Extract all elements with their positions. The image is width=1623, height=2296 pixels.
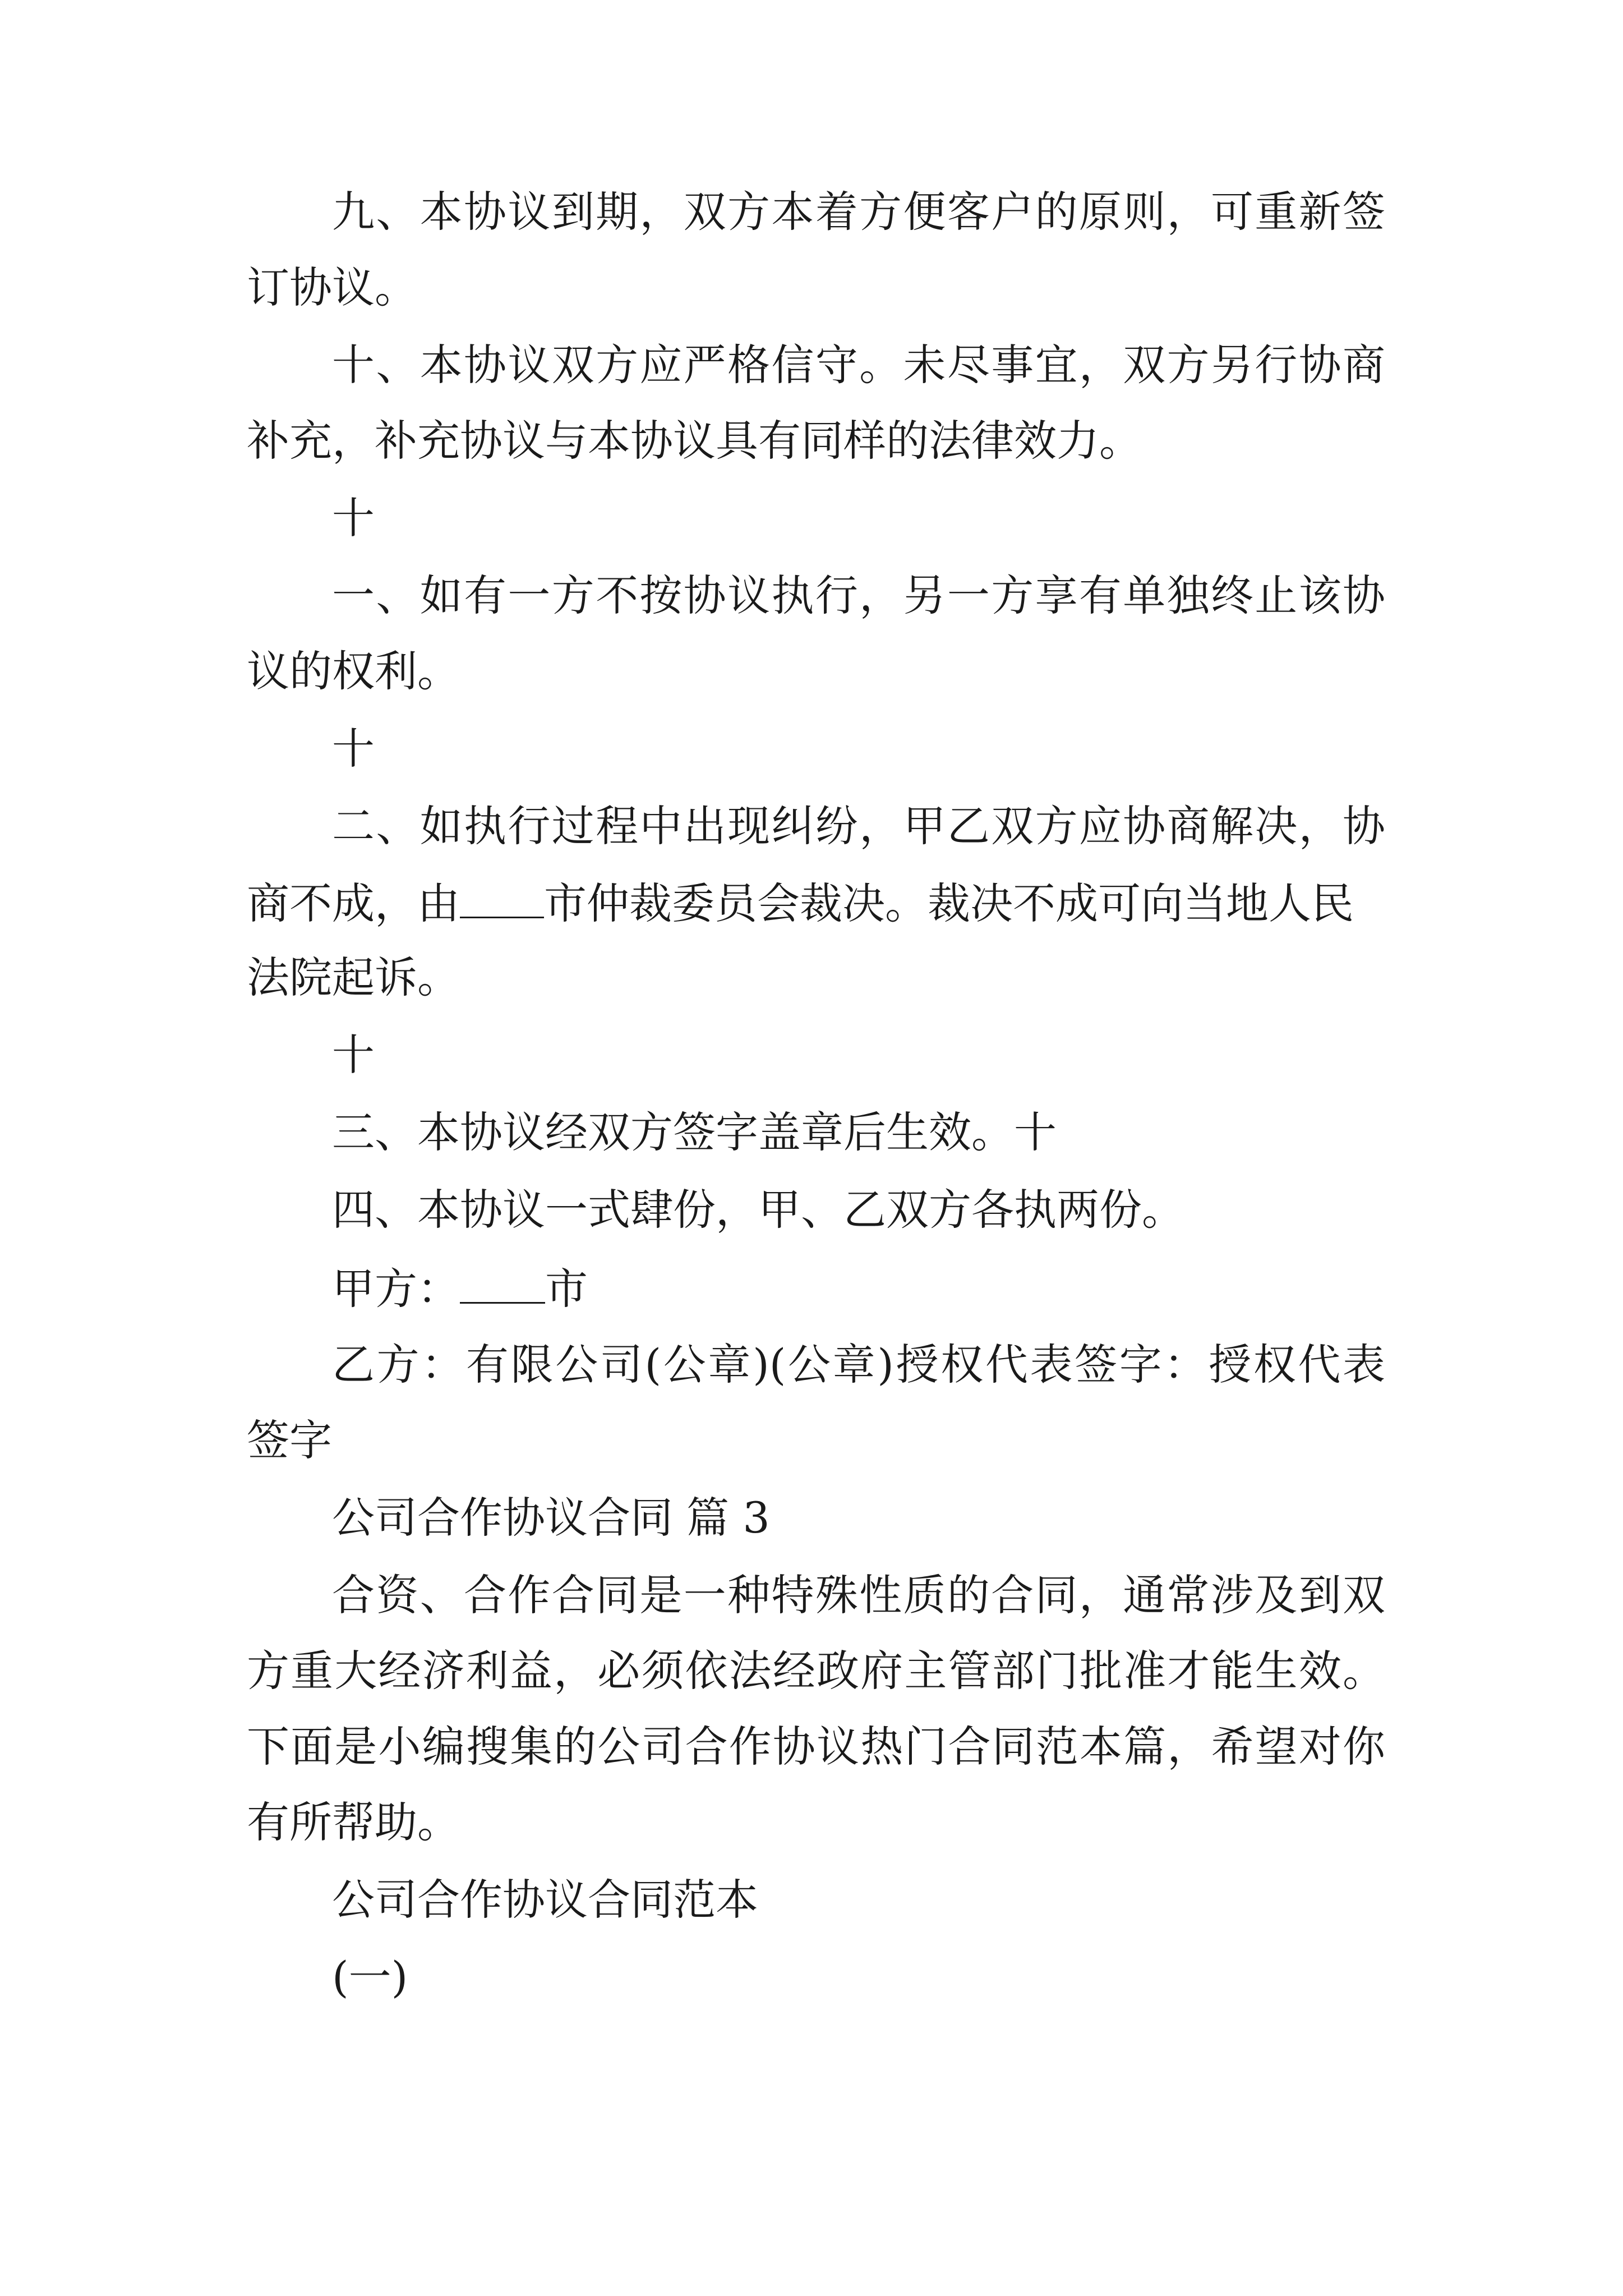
template-part-1-marker: (一) (332, 1952, 408, 2002)
party-b-line-1: 乙方：有限公司(公章)(公章)授权代表签字：授权代表 (332, 1340, 1385, 1389)
clause-13-number: 十 (332, 1030, 375, 1080)
clause-13-line-1: 三、本协议经双方签字盖章后生效。十 (332, 1107, 1057, 1157)
clause-10-line-1: 十、本协议双方应严格信守。未尽事宜，双方另行协商 (332, 340, 1385, 390)
clause-11-number: 十 (332, 493, 375, 543)
clause-12-line-1: 二、如执行过程中出现纠纷，甲乙双方应协商解决，协 (332, 801, 1385, 851)
party-a-label: 甲方： (332, 1264, 460, 1314)
party-a-city: 市 (545, 1264, 588, 1314)
intro-line-2: 方重大经济利益，必须依法经政府主管部门批准才能生效。 (247, 1646, 1385, 1696)
intro-line-4: 有所帮助。 (247, 1797, 460, 1847)
clause-9-line-1: 九、本协议到期，双方本着方便客户的原则，可重新签 (332, 187, 1385, 237)
clause-12-line-2 (247, 878, 1385, 928)
clause-12-line-3: 法院起诉。 (247, 953, 460, 1002)
clause-11-line-2: 议的权利。 (247, 646, 460, 696)
clause-12-number: 十 (332, 724, 375, 774)
clause-10-line-2: 补充，补充协议与本协议具有同样的法律效力。 (247, 416, 1142, 466)
clause-12-line-2-start: 商不成，由 (247, 878, 460, 928)
template-heading: 公司合作协议合同范本 (332, 1875, 758, 1925)
clause-14-line-1: 四、本协议一式肆份，甲、乙双方各执两份。 (332, 1185, 1184, 1235)
clause-9-line-2: 订协议。 (247, 263, 417, 312)
intro-line-3: 下面是小编搜集的公司合作协议热门合同范本篇，希望对你 (247, 1722, 1385, 1772)
city-blank-2 (460, 1266, 545, 1304)
document-body (247, 187, 1385, 2002)
city-blank-1 (460, 881, 544, 918)
clause-11-line-1: 一、如有一方不按协议执行，另一方享有单独终止该协 (332, 570, 1385, 620)
party-a-line (247, 1264, 1385, 1314)
section-heading-3: 公司合作协议合同 篇 3 (332, 1493, 770, 1543)
clause-12-line-2-end: 市仲裁委员会裁决。裁决不成可向当地人民 (544, 878, 1354, 928)
intro-line-1: 合资、合作合同是一种特殊性质的合同，通常涉及到双 (332, 1570, 1385, 1620)
party-b-line-2: 签字 (247, 1415, 332, 1465)
